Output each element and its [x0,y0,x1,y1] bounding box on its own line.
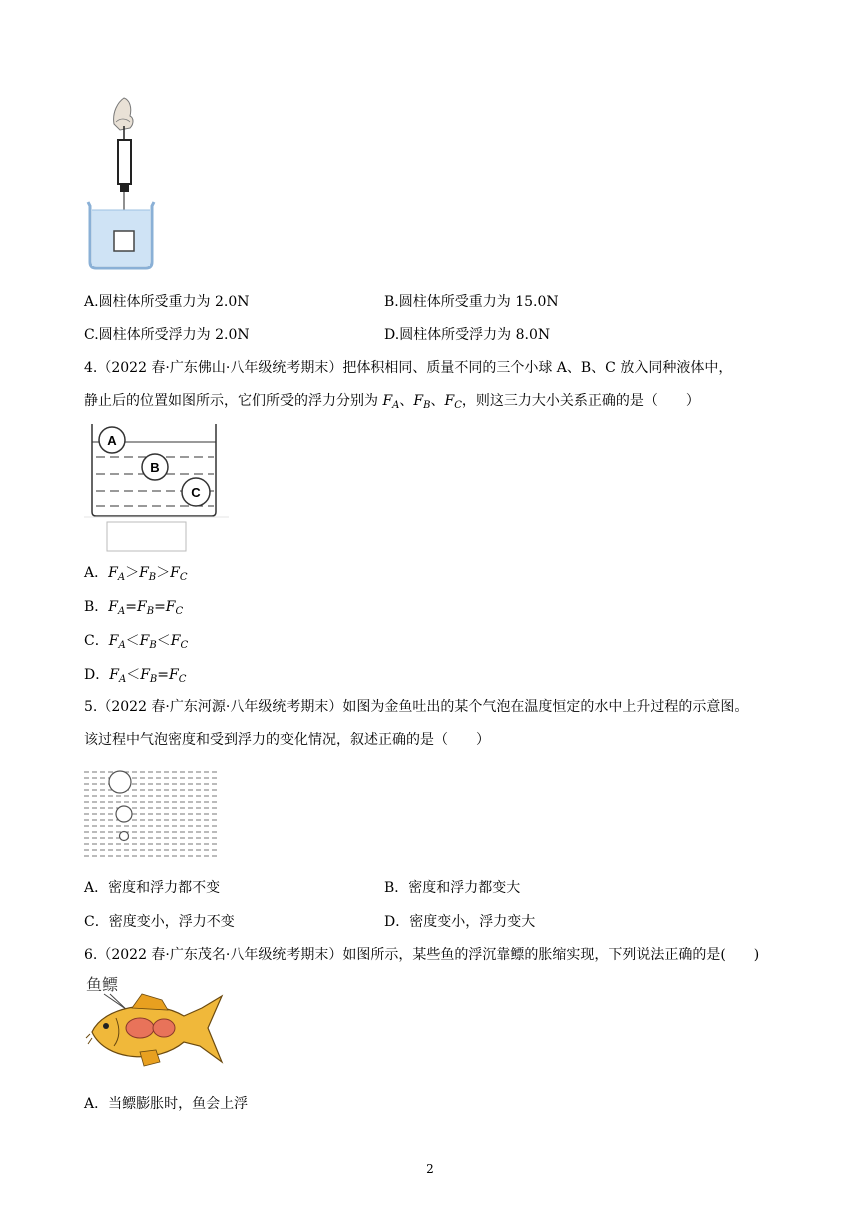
spring-scale-beaker-figure [84,94,164,272]
three-balls-figure [84,420,232,554]
q3-option-d: D.圆柱体所受浮力为 8.0N [384,327,551,343]
q6-option-a: A．当鳔膨胀时，鱼会上浮 [84,1096,249,1112]
q5-option-a: A．密度和浮力都不变 [84,880,221,896]
swim-bladder-label: 鱼鳔 [86,975,119,994]
q3-option-b: B.圆柱体所受重力为 15.0N [384,294,559,310]
q3-option-c: C.圆柱体所受浮力为 2.0N [84,327,250,343]
rising-bubbles-figure [84,768,220,858]
q5-stem-line1: 5.（2022 春·广东河源·八年级统考期末）如图为金鱼吐出的某个气泡在温度恒定的水中上升过程的示意图。 [84,699,749,715]
q5-option-c: C．密度变小，浮力不变 [84,914,235,930]
q5-option-b: B．密度和浮力都变大 [384,880,521,896]
ball-a-label: A [107,433,117,448]
q5-stem-line2: 该过程中气泡密度和受到浮力的变化情况，叙述正确的是（ ） [84,732,490,748]
q4-option-c: C．$F_A<F_B<F_C$ [84,633,189,651]
ball-b-label: B [150,460,160,475]
q5-option-d: D．密度变小，浮力变大 [384,914,536,930]
q4-stem-line2: 静止后的位置如图所示，它们所受的浮力分别为 $F_A$、$F_B$、$F_C$，则这三力大小关系正确的是（ ） [84,393,700,411]
q4-option-a: A．$F_A>F_B>F_C$ [84,565,188,583]
q3-option-a: A.圆柱体所受重力为 2.0N [84,294,250,310]
fish-swim-bladder-figure [84,972,226,1072]
page-number: 2 [426,1162,434,1176]
q4-option-b: B．$F_A=F_B=F_C$ [84,599,184,617]
q4-stem-line1: 4.（2022 春·广东佛山·八年级统考期末）把体积相同、质量不同的三个小球 A、B、C 放入同种液体中， [84,360,733,376]
q6-stem-line1: 6.（2022 春·广东茂名·八年级统考期末）如图所示，某些鱼的浮沉靠鳔的胀缩实现，下列说法正确的是( ) [84,947,760,963]
ball-c-label: C [191,485,201,500]
q4-option-d: D．$F_A<F_B=F_C$ [84,667,187,685]
